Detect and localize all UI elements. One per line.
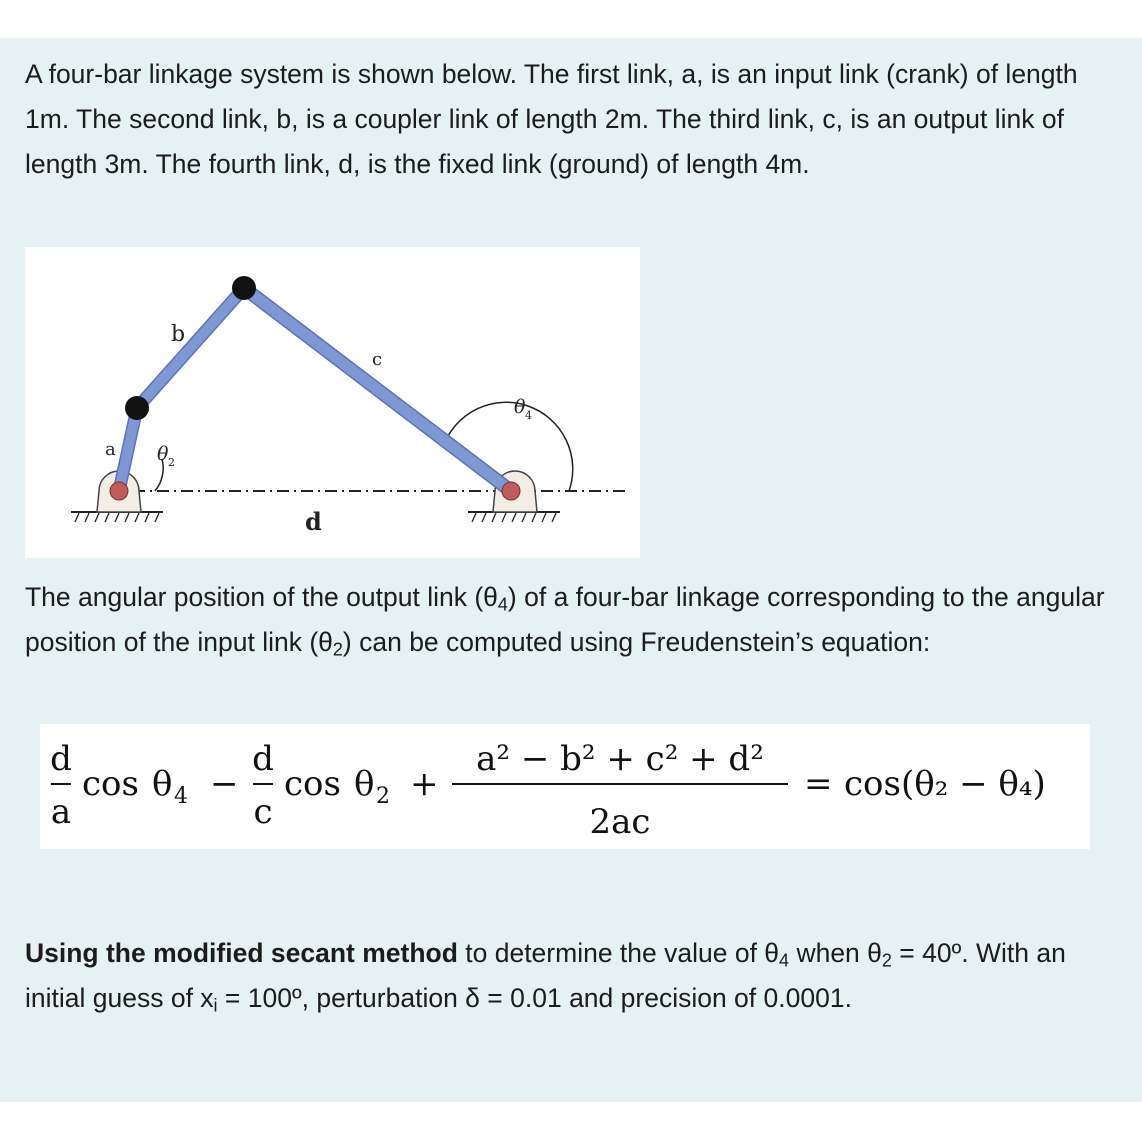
label-d: d: [305, 507, 322, 536]
ground-support-right: [468, 512, 560, 522]
theta-1-sub: 4: [174, 784, 188, 809]
label-theta4-sub: 4: [525, 409, 532, 422]
label-b: b: [171, 322, 186, 347]
problem-description: The angular position of the output link $(\theta_4)$ of a four-bar linkage corresponding to the angular position of the input link $(\theta_2)$ can be computed using Freudenstein’s equation:: [25, 582, 1105, 660]
frac1-denominator: a: [50, 792, 72, 832]
frac2-numerator: d: [252, 739, 274, 779]
equals-sign: =: [804, 764, 833, 804]
cos-2: cos: [284, 764, 341, 804]
joint-bc: [232, 276, 256, 300]
label-a: a: [105, 439, 116, 460]
joint-ab: [125, 396, 149, 420]
frac2-denominator: c: [253, 792, 273, 832]
theta-1: θ: [152, 764, 173, 804]
minus-sign: −: [210, 764, 239, 804]
frac3-numerator: a² − b² + c² + d²: [476, 739, 764, 779]
linkage-diagram: [25, 247, 640, 558]
label-theta2: θ: [157, 443, 169, 465]
theta-2: θ: [354, 764, 375, 804]
problem-intro: A four-bar linkage system is shown below. The first link, a, is an input link (crank) of length 1m. The second link, b, is a coupler link of length 2m. The third link, c, is an output link of length 3m. The fourth link, d, is the fixed link (ground) of length 4m.: [25, 59, 1078, 179]
label-c: c: [372, 349, 383, 370]
problem-task: Using the modified secant method to determine the value of $\theta_4$ when $\theta_2$ = 40º. With an initial guess of $x_i$ = 100º, perturbation δ = 0.01 and precision of 0.0001.: [25, 938, 1066, 1016]
ground-pin-left: [110, 482, 128, 500]
four-bar-linkage-figure: [25, 247, 640, 558]
cos-1: cos: [82, 764, 139, 804]
label-theta4: θ: [514, 396, 526, 418]
rhs-expression: cos(θ₂ − θ₄): [844, 764, 1046, 804]
ground-pin-right: [502, 482, 520, 500]
problem-card: [0, 38, 1142, 1102]
frac3-denominator: 2ac: [589, 802, 651, 842]
frac1-numerator: d: [50, 739, 72, 779]
plus-sign: +: [410, 764, 439, 804]
freudenstein-equation: [40, 724, 1090, 849]
theta-2-sub: 2: [376, 784, 390, 809]
label-theta2-sub: 2: [168, 456, 175, 469]
ground-support-left: [71, 512, 163, 522]
